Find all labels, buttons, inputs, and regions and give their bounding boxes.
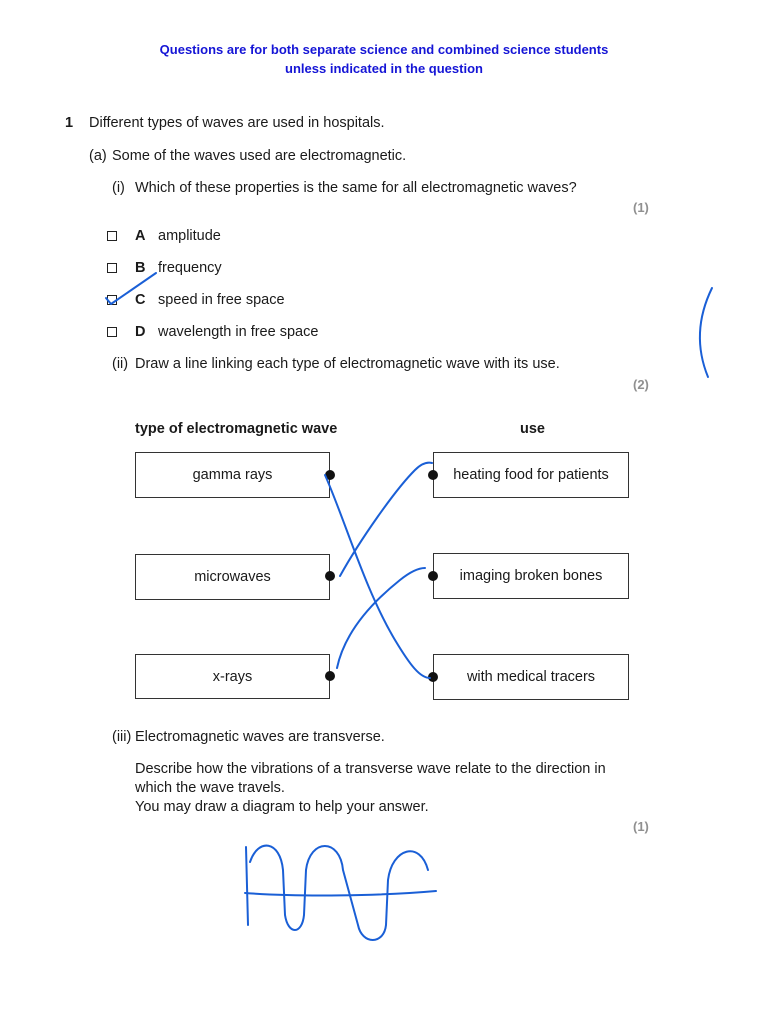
marks-ii: (2) bbox=[633, 377, 649, 392]
wave-label: microwaves bbox=[194, 569, 271, 585]
checkbox-c[interactable] bbox=[107, 295, 117, 305]
checkbox-a[interactable] bbox=[107, 231, 117, 241]
dot-gamma-rays[interactable] bbox=[325, 470, 335, 480]
part-iii-label: (iii) bbox=[112, 729, 132, 745]
option-c-letter: C bbox=[135, 292, 146, 308]
part-ii-label: (ii) bbox=[112, 356, 129, 372]
match-line-xrays-to-imaging bbox=[337, 568, 425, 668]
option-d-letter: D bbox=[135, 324, 146, 340]
wave-box-gamma-rays bbox=[135, 452, 330, 498]
left-column-header: type of electromagnetic wave bbox=[135, 421, 338, 437]
option-c-text: speed in free space bbox=[158, 292, 285, 308]
checkbox-b[interactable] bbox=[107, 263, 117, 273]
question-number: 1 bbox=[65, 115, 74, 131]
part-iii-instruction-2: which the wave travels. bbox=[135, 780, 285, 796]
use-label: heating food for patients bbox=[453, 467, 609, 483]
wave-box-microwaves bbox=[135, 554, 330, 600]
option-a-text: amplitude bbox=[158, 228, 221, 244]
wave-sketch-axis bbox=[245, 891, 436, 895]
wave-box-x-rays bbox=[135, 654, 330, 699]
dot-x-rays[interactable] bbox=[325, 671, 335, 681]
marks-iii: (1) bbox=[633, 819, 649, 834]
dot-heating-food[interactable] bbox=[428, 470, 438, 480]
wave-sketch-curve bbox=[246, 846, 428, 940]
option-d-text: wavelength in free space bbox=[158, 324, 319, 340]
use-label: imaging broken bones bbox=[459, 568, 603, 584]
option-a-letter: A bbox=[135, 228, 146, 244]
notice-line-1: Questions are for both separate science and combined science students bbox=[159, 42, 609, 57]
use-box-medical-tracers bbox=[433, 654, 629, 700]
wave-label: x-rays bbox=[212, 668, 253, 685]
marks-i: (1) bbox=[633, 200, 649, 215]
notice-line-2: unless indicated in the question bbox=[285, 61, 483, 76]
question-stem: Different types of waves are used in hospitals. bbox=[89, 115, 385, 131]
part-iii-statement: Electromagnetic waves are transverse. bbox=[135, 729, 385, 745]
wave-label: gamma rays bbox=[192, 467, 273, 483]
right-column-header: use bbox=[520, 421, 545, 437]
match-line-gamma-to-tracers bbox=[325, 475, 430, 678]
part-iii-instruction-3: You may draw a diagram to help your answer. bbox=[135, 799, 429, 815]
part-i-question: Which of these properties is the same for all electromagnetic waves? bbox=[135, 180, 577, 196]
part-a-stem: Some of the waves used are electromagnetic. bbox=[112, 148, 407, 164]
dot-imaging-bones[interactable] bbox=[428, 571, 438, 581]
match-line-microwaves-to-heating bbox=[340, 463, 432, 576]
dot-medical-tracers[interactable] bbox=[428, 672, 438, 682]
option-b-letter: B bbox=[135, 260, 146, 276]
use-label: with medical tracers bbox=[466, 669, 596, 685]
part-ii-question: Draw a line linking each type of electromagnetic wave with its use. bbox=[135, 356, 560, 372]
use-box-imaging-bones bbox=[433, 553, 629, 599]
option-b-text: frequency bbox=[158, 260, 222, 276]
use-box-heating-food bbox=[433, 452, 629, 498]
checkbox-d[interactable] bbox=[107, 327, 117, 337]
margin-bracket bbox=[700, 288, 712, 377]
part-a-label: (a) bbox=[89, 148, 107, 164]
part-iii-instruction-1: Describe how the vibrations of a transverse wave relate to the direction in bbox=[135, 761, 606, 777]
part-i-label: (i) bbox=[112, 180, 125, 196]
dot-microwaves[interactable] bbox=[325, 571, 335, 581]
